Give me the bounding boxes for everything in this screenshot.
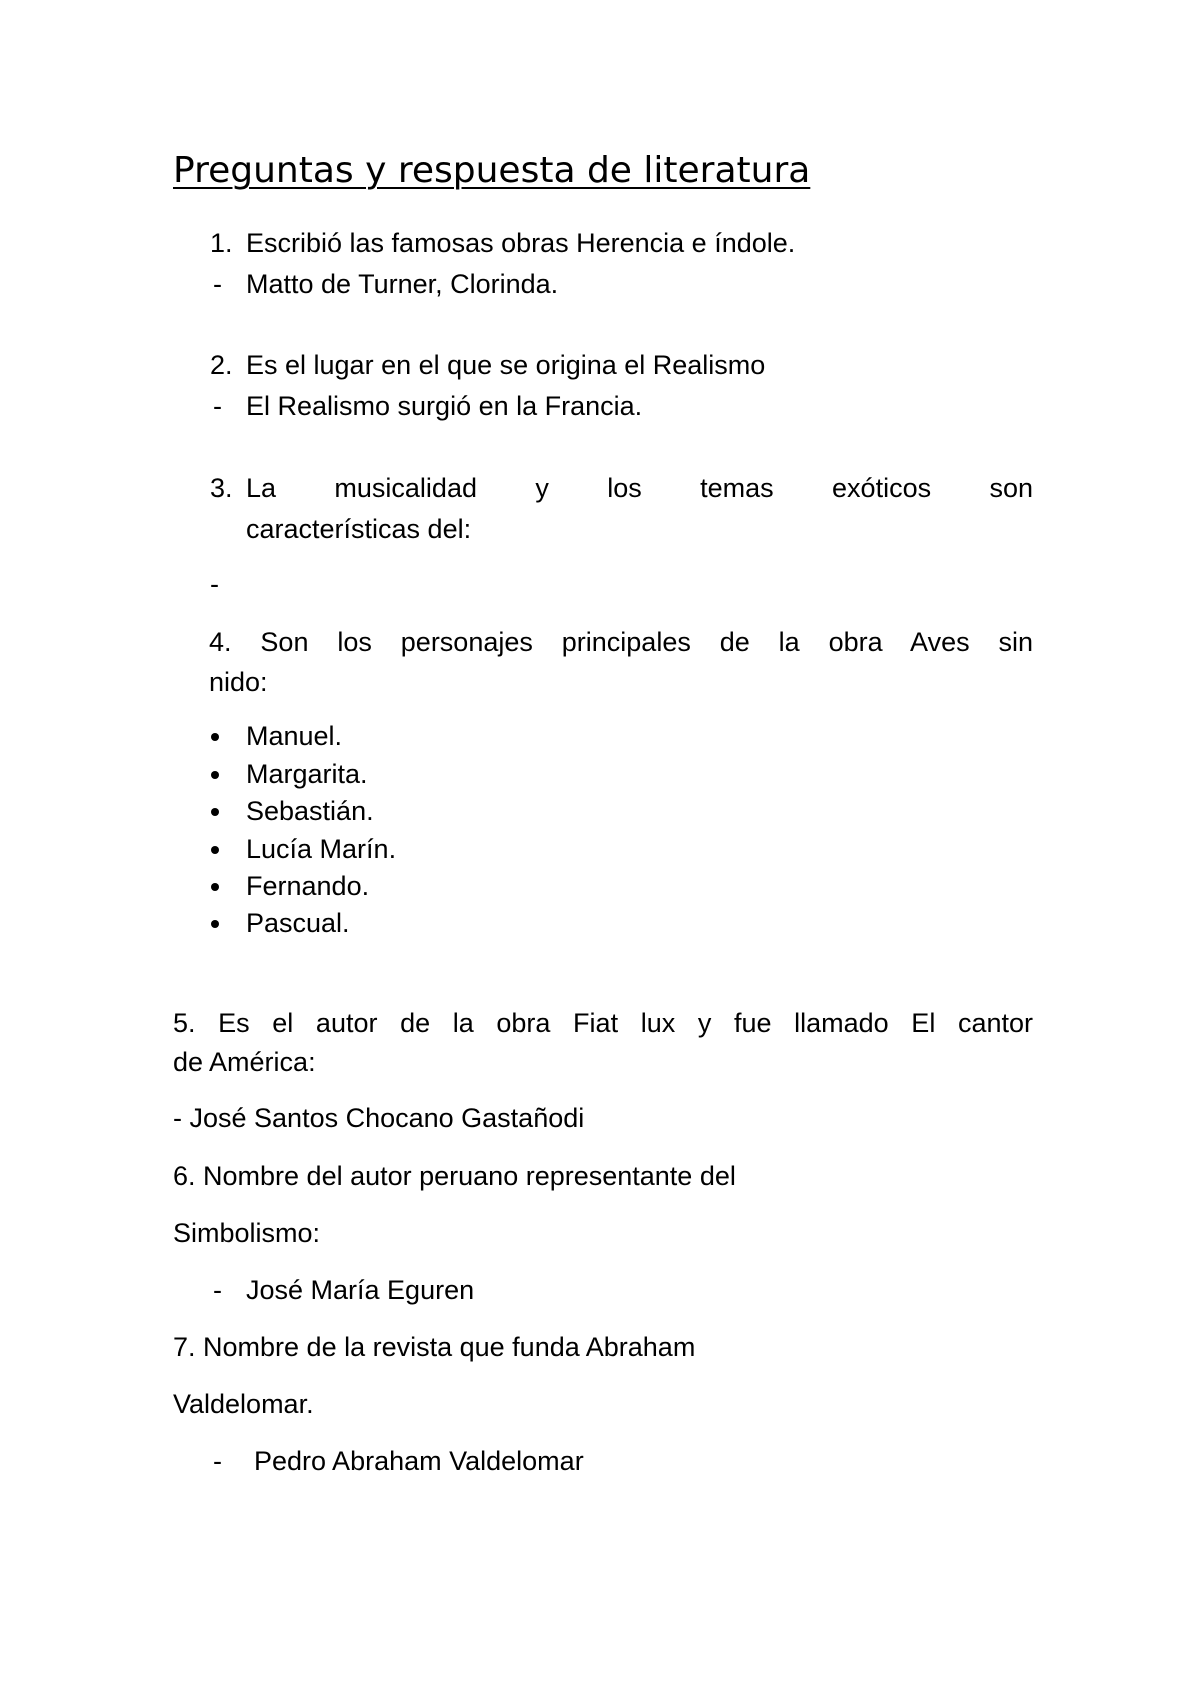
q1-answer: Matto de Turner, Clorinda. <box>246 269 559 299</box>
q5-question-line-1: 5. Es el autor de la obra Fiat lux y fue llamado El cantor <box>173 1008 1033 1038</box>
q6-answer-dash: - <box>213 1275 222 1305</box>
q7-question-line-2: Valdelomar. <box>173 1389 314 1419</box>
character-item: Margarita. <box>246 759 368 789</box>
character-item: Fernando. <box>246 871 370 901</box>
q3-answer-dash: - <box>210 569 219 599</box>
q5-question-line-2: de América: <box>173 1047 316 1077</box>
q7-question-line-1: 7. Nombre de la revista que funda Abraham <box>173 1332 696 1362</box>
q2-answer-dash: - <box>213 391 222 421</box>
q6-answer: José María Eguren <box>246 1275 475 1305</box>
q2-question: Es el lugar en el que se origina el Realismo <box>246 350 766 380</box>
q4-question-line-2: nido: <box>209 667 268 697</box>
q6-question-line-1: 6. Nombre del autor peruano representante del <box>173 1161 736 1191</box>
q3-question-line-1: La musicalidad y los temas exóticos son <box>246 473 1033 503</box>
character-item: Lucía Marín. <box>246 834 397 864</box>
bullet-icon <box>211 846 219 854</box>
q6-question-line-2: Simbolismo: <box>173 1218 321 1248</box>
q1-answer-dash: - <box>213 269 222 299</box>
q1-number: 1. <box>210 228 233 258</box>
bullet-icon <box>211 771 219 779</box>
bullet-icon <box>211 733 219 741</box>
q7-answer-dash: - <box>213 1446 222 1476</box>
bullet-icon <box>211 883 219 891</box>
bullet-icon <box>211 808 219 816</box>
character-item: Sebastián. <box>246 796 374 826</box>
q1-question: Escribió las famosas obras Herencia e índole. <box>246 228 796 258</box>
q3-question-line-2: características del: <box>246 514 472 544</box>
q2-answer: El Realismo surgió en la Francia. <box>246 391 643 421</box>
q4-question-line-1: 4. Son los personajes principales de la obra Aves sin <box>209 627 1033 657</box>
page-title: Preguntas y respuesta de literatura <box>173 150 811 191</box>
character-item: Manuel. <box>246 721 343 751</box>
q3-number: 3. <box>210 473 233 503</box>
q5-answer: - José Santos Chocano Gastañodi <box>173 1103 585 1133</box>
q2-number: 2. <box>210 350 233 380</box>
q7-answer: Pedro Abraham Valdelomar <box>254 1446 584 1476</box>
bullet-icon <box>211 920 219 928</box>
character-item: Pascual. <box>246 908 350 938</box>
